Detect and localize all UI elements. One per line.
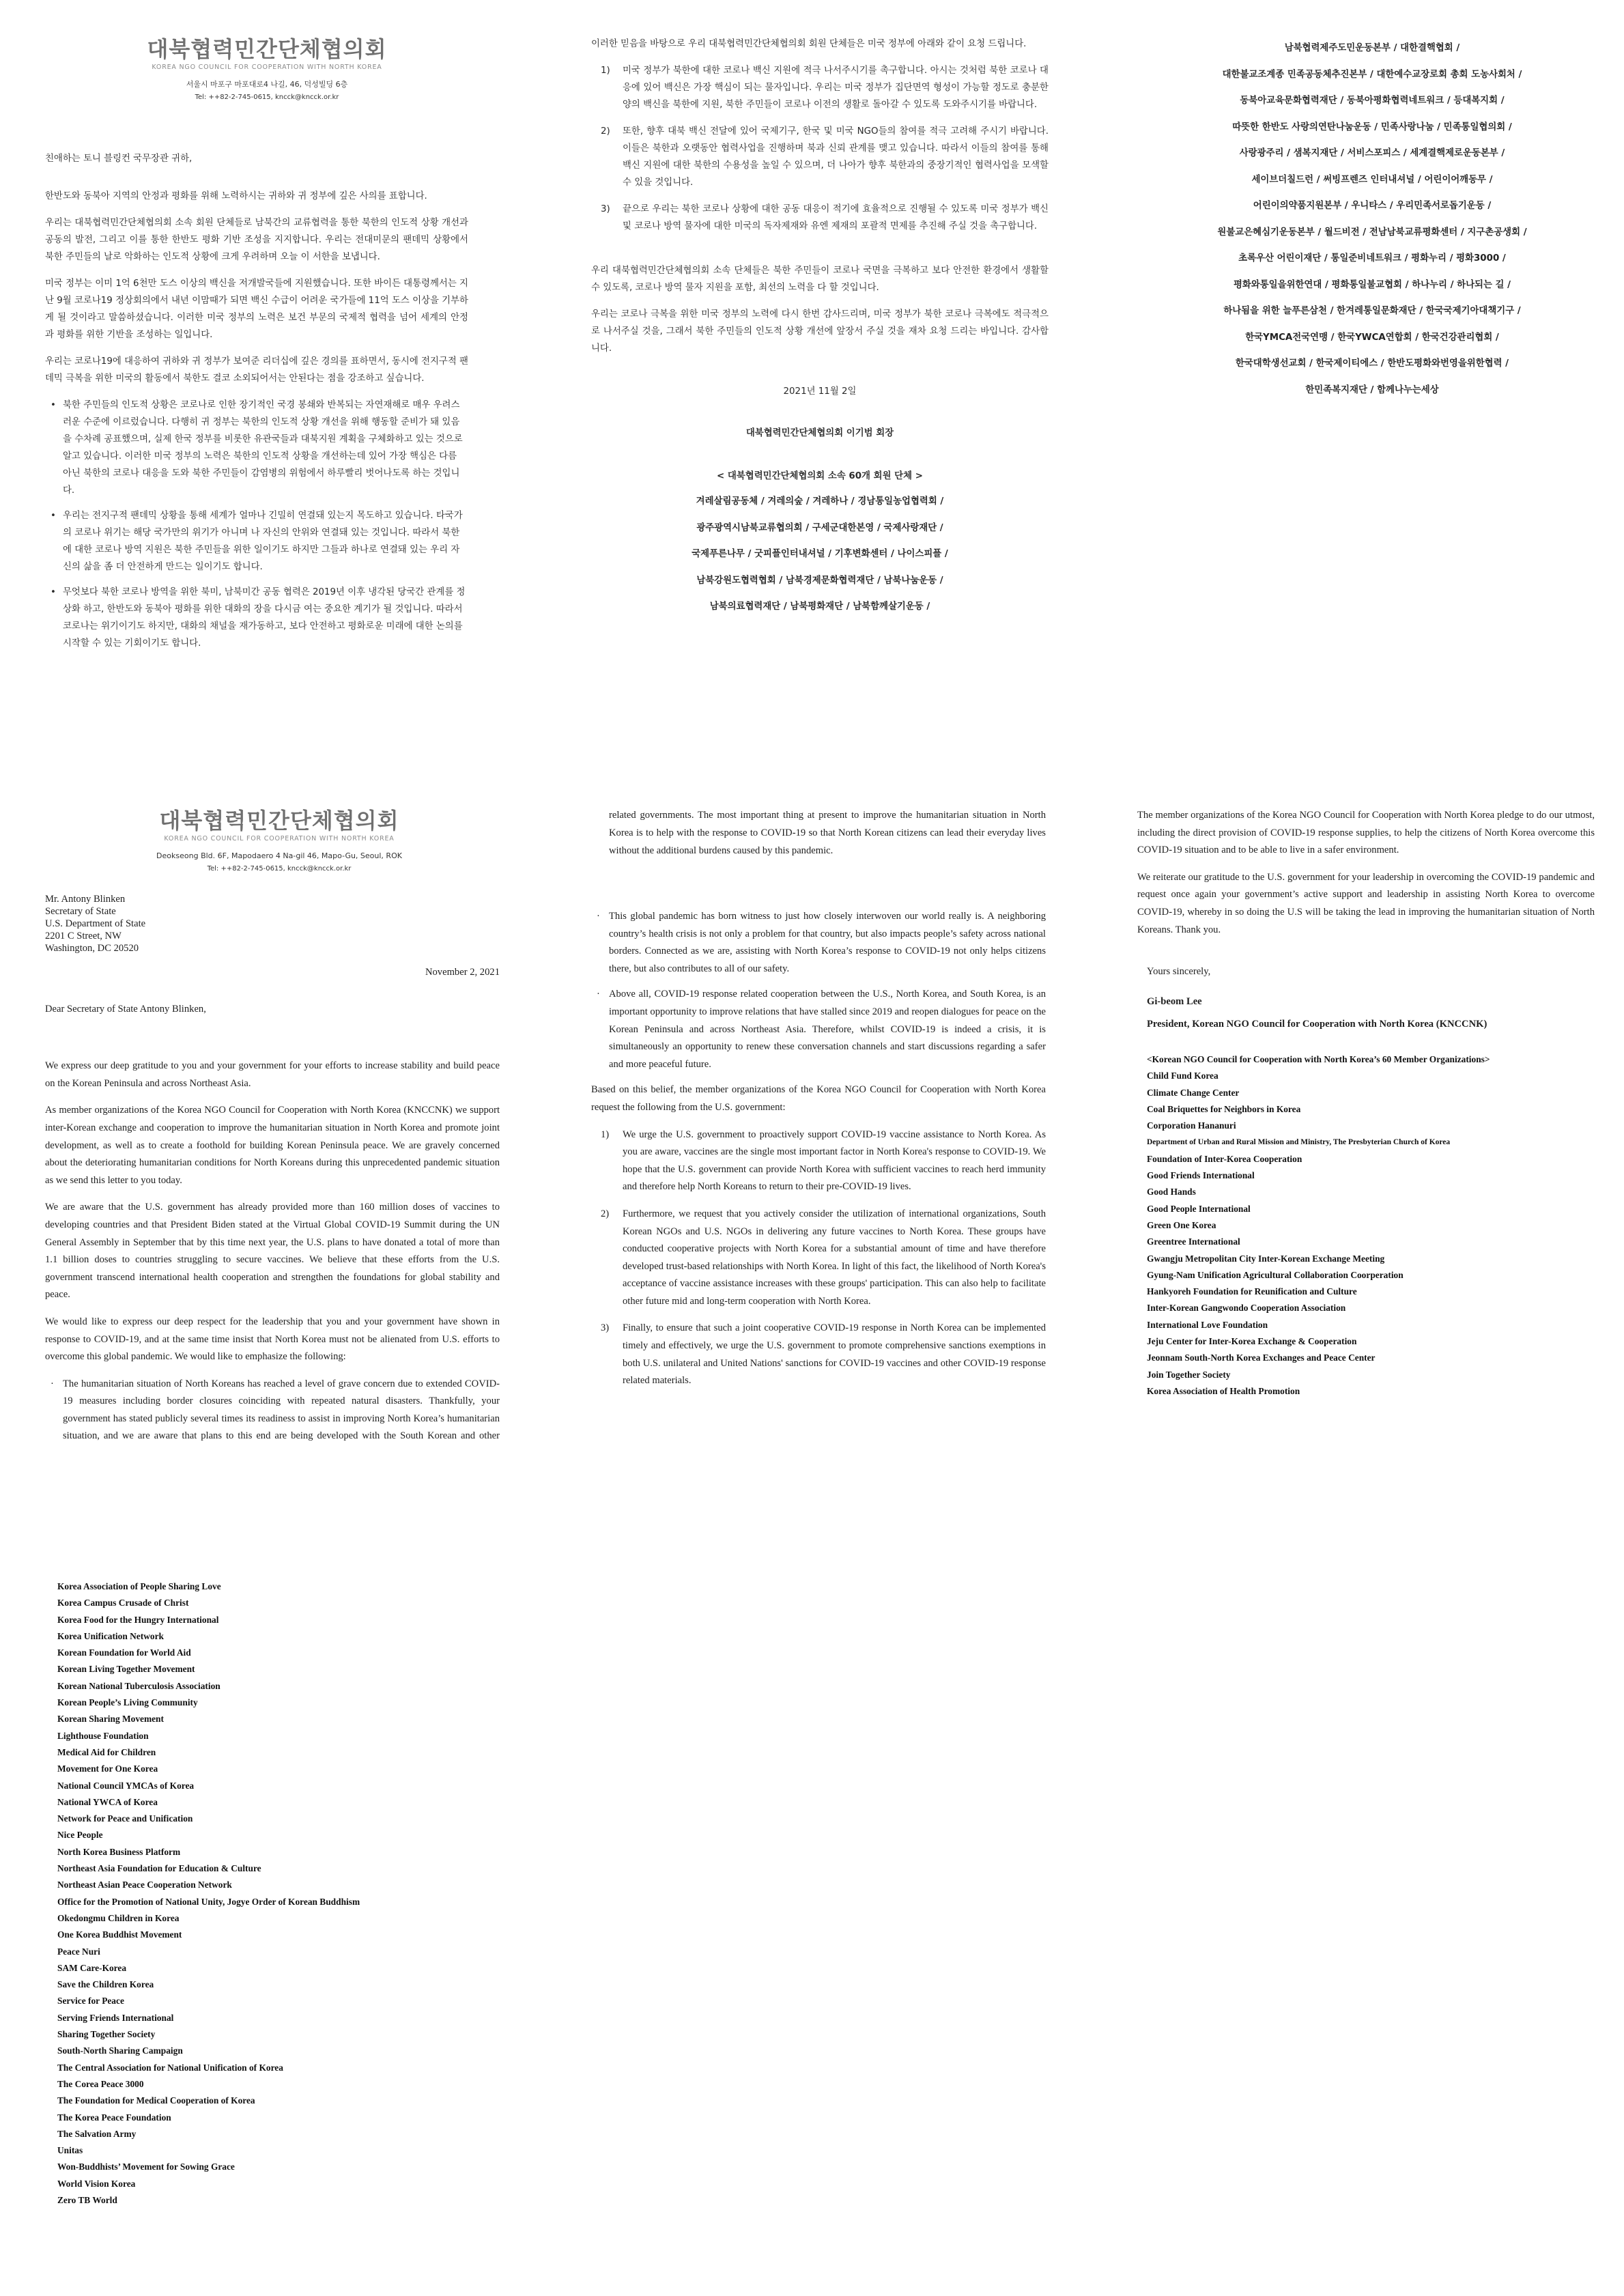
ko-page-3 xyxy=(1154,36,1591,403)
ko-member-line: 따뜻한 한반도 사랑의연탄나눔운동 / 민족사랑나눔 / 민족통일협의회 / xyxy=(1232,122,1512,132)
en-member-item: Okedongmu Children in Korea xyxy=(57,1912,180,1923)
ko-member-line: 평화와통일을위한연대 / 평화통일불교협회 / 하나누리 / 하나되는 길 / xyxy=(1233,279,1511,290)
ko-member-line: 남북협력제주도민운동본부 / 대한결핵협회 / xyxy=(1284,43,1460,53)
letterhead-address: Deokseong Bld. 6F, Mapodaero 4 Na-gil 46, Mapo-Gu, Seoul, ROK xyxy=(156,851,402,860)
en-member-item: South-North Sharing Campaign xyxy=(57,2045,183,2056)
en-sign-title: President, Korean NGO Council for Cooperation with North Korea (KNCCNK) xyxy=(1147,1019,1487,1030)
en-page-4 xyxy=(57,1578,672,2209)
en-member-item: Coal Briquettes for Neighbors in Korea xyxy=(1147,1103,1301,1114)
en-member-item: Save the Children Korea xyxy=(57,1979,154,1990)
en-member-item: Service for Peace xyxy=(57,1996,124,2007)
ko-member-line: 사랑광주리 / 샘복지재단 / 서비스포피스 / 세계결핵제로운동본부 / xyxy=(1239,148,1505,158)
ko-members-heading: < 대북협력민간단체협의회 소속 60개 회원 단체 > xyxy=(717,471,923,481)
en-member-item: The Central Association for National Unification of Korea xyxy=(57,2062,283,2073)
en-member-item: Korea Association of People Sharing Love xyxy=(57,1581,221,1591)
recipient-line: Mr. Antony Blinken xyxy=(45,894,126,905)
en-member-item: Jeju Center for Inter-Korea Exchange & Cooperation xyxy=(1147,1335,1357,1346)
en-member-item: Korea Campus Crusade of Christ xyxy=(57,1598,189,1608)
en-member-item: Northeast Asia Foundation for Education & Culture xyxy=(57,1863,261,1874)
en-paragraph: As member organizations of the Korea NGO Council for Cooperation with North Korea (KNCCNK) we support inter-Korean exchange and cooperation to improve the humanitarian situation in North Korea and promote joint development, as well as to create a foothold for building Korean Peninsula peace. We are gravely concerned about the deteriorating humanitarian conditions for North Koreans during this unprecedented pandemic situation as we send this letter to you today. xyxy=(45,1105,500,1186)
en-member-item: Won-Buddhists’ Movement for Sowing Grace xyxy=(57,2162,235,2172)
ko-member-line: 남북강원도협력협회 / 남북경제문화협력재단 / 남북나눔운동 / xyxy=(696,575,943,586)
en-paragraph: We express our deep gratitude to you and your government for your efforts to increase stability and build peace on the Korean Peninsula and across Northeast Asia. xyxy=(45,1060,500,1089)
en-bullet: · This global pandemic has born witness to just how closely interwoven our world really is. A neighboring country’s health crisis is not only a problem for that country, but also impacts people’s safety across national borders. Connected as we are, assisting with North Korea’s response to COVID-19 not only helps citizens there, but also contributes to all of our safety. xyxy=(597,911,1046,974)
recipient-line: 2201 C Street, NW xyxy=(45,931,122,941)
en-requests-intro: Based on this belief, the member organizations of the Korea NGO Council for Cooperation with North Korea request the following from the U.S. government: xyxy=(591,1084,1046,1113)
letterhead-tel: Tel: ++82-2-745-0615, kncck@kncck.or.kr xyxy=(207,865,352,873)
en-member-item: Green One Korea xyxy=(1147,1219,1216,1230)
en-member-item: Gwangju Metropolitan City Inter-Korean Exchange Meeting xyxy=(1147,1253,1385,1264)
ko-letterhead xyxy=(45,36,468,104)
en-member-item: Medical Aid for Children xyxy=(57,1746,156,1757)
en-sign-off: Yours sincerely, xyxy=(1147,966,1211,978)
ko-bullet: • 무엇보다 북한 코로나 방역을 위한 북미, 남북미간 공동 협력은 2019년 이후 냉각된 당국간 관계를 정상화 하고, 한반도와 동북아 평화를 위한 대화의 장을 다시금 여는 중요한 계기가 될 것입니다. 따라서 코로나는 위기이기도 하지만, 대화의 채널을 재가동하고, 보다 안전하고 평화로운 미래에 대한 논의를 시작할 수 있는 기회이기도 합니다. xyxy=(51,587,466,649)
en-member-item: Good Friends International xyxy=(1147,1170,1255,1181)
en-closing-paragraph: The member organizations of the Korea NGO Council for Cooperation with North Korea pledge to do our utmost, including the direct provision of COVID-19 response supplies, to help the citizens of North Korea overcome this COVID-19 situation and to be able to live in a safer environment. xyxy=(1137,810,1595,856)
ko-member-line: 원불교은혜심기운동본부 / 월드비전 / 전남남북교류평화센터 / 지구촌공생회 / xyxy=(1217,227,1527,238)
en-member-item: The Corea Peace 3000 xyxy=(57,2078,144,2089)
ko-closing-paragraph: 우리는 코로나 극복을 위한 미국 정부의 노력에 다시 한번 감사드리며, 미국 정부가 북한 코로나 극복에도 적극적으로 나서주실 것을, 그래서 북한 주민들의 인도적 상황 개선에 앞장서 주실 것을 재차 요청 드리는 바입니다. 감사합니다. xyxy=(591,309,1049,354)
en-member-item: Zero TB World xyxy=(57,2194,117,2205)
ko-request-item: 2) 또한, 향후 대북 백신 전달에 있어 국제기구, 한국 및 미국 NGO들의 참여를 적극 고려해 주시기 바랍니다. 이들은 북한과 오랫동안 협력사업을 진행하며 북과 신뢰 관계를 맺고 있습니다. 따라서 이들의 참여를 통해 백신 지원에 대한 북한의 수용성을 높일 수 있으며, 더 나아가 향후 북한과의 중장기적인 협력사업을 모색할 수 있을 것입니다. xyxy=(601,126,1049,188)
en-member-item: Korea Food for the Hungry International xyxy=(57,1614,219,1625)
en-letterhead xyxy=(45,807,500,875)
ko-member-list-b xyxy=(1154,36,1591,403)
en-member-item: Lighthouse Foundation xyxy=(57,1730,149,1741)
en-member-item: Child Fund Korea xyxy=(1147,1071,1219,1081)
en-bullet-continued-text: related governments. The most important thing at present to improve the humanitarian situation in North Korea is to help with the response to COVID-19 so that North Korean citizens can lead their everyday lives without the additional burdens caused by this pandemic. xyxy=(609,810,1046,856)
en-member-item: One Korea Buddhist Movement xyxy=(57,1929,182,1940)
en-member-item: Network for Peace and Unification xyxy=(57,1813,193,1824)
ko-paragraph: 우리는 코로나19에 대응하여 귀하와 귀 정부가 보여준 리더십에 깊은 경의를 표하면서, 동시에 전지구적 팬데믹 극복을 위한 미국의 활동에서 북한도 결코 소외되어서는 안된다는 점을 강조하고 싶습니다. xyxy=(45,356,468,384)
en-bullet: · Above all, COVID-19 response related cooperation between the U.S., North Korea, and South Korea, is an important opportunity to improve relations that have stalled since 2019 and reopen dialogues for peace on the Korean Peninsula and across Northeast Asia. Therefore, whilst COVID-19 is indeed a crisis, it is simultaneously an opportunity to renew these conversation channels and start discussions regarding a safer and more peaceful future. xyxy=(597,989,1046,1070)
ko-member-line: 광주광역시남북교류협의회 / 구세군대한본영 / 국제사랑재단 / xyxy=(696,522,943,533)
en-member-item: National YWCA of Korea xyxy=(57,1796,158,1807)
ko-requests-intro: 이러한 믿음을 바탕으로 우리 대북협력민간단체협의회 회원 단체들은 미국 정부에 아래와 같이 요청 드립니다. xyxy=(591,39,1027,49)
ko-signatory: 대북협력민간단체협의회 이기범 회장 xyxy=(745,428,894,438)
en-paragraph: We would like to express our deep respect for the leadership that you and your government have shown in response to COVID-19, and at the same time insist that North Korea must not be alienated from U.S. efforts to overcome this global pandemic. We would like to emphasize the following: xyxy=(45,1316,500,1363)
en-member-item: International Love Foundation xyxy=(1147,1319,1268,1330)
en-bullet: · The humanitarian situation of North Koreans has reached a level of grave concern due to extended COVID-19 measures including border closures coinciding with repeated natural disasters. Thankfully, your government has stated publicly several times its readiness to assist in improving North Korea’s humanitarian situation, and we are aware that plans to this end are being developed with the South Korean and other xyxy=(51,1378,500,1442)
en-member-item: SAM Care-Korea xyxy=(57,1962,127,1973)
en-member-item: Serving Friends International xyxy=(57,2012,174,2023)
ko-member-line: 겨레살림공동체 / 겨레의숲 / 겨레하나 / 경남통일농업협력회 / xyxy=(696,496,944,507)
en-member-item: Unitas xyxy=(57,2145,83,2156)
ko-member-line: 초록우산 어린이재단 / 통일준비네트워크 / 평화누리 / 평화3000 / xyxy=(1238,253,1506,264)
en-page-2 xyxy=(591,807,1046,1400)
ko-bullet: • 북한 주민들의 인도적 상황은 코로나로 인한 장기적인 국경 봉쇄와 반복되는 자연재해로 매우 우려스러운 수준에 이르렀습니다. 다행히 귀 정부는 북한의 인도적 상황 개선을 위해 행동할 준비가 돼 있음을 수차례 공표했으며, 실제 한국 정부를 비롯한 유관국들과 대북지원 계획을 구체화하고 있는 것으로 알고 있습니다. 이러한 미국 정부의 노력은 북한의 인도적 상황을 개선하는데 있어 가장 핵심은 다름 아닌 북한의 코로나 대응을 도와 북한 주민들이 감염병의 위험에서 하루빨리 벗어나도록 하는 것입니다. xyxy=(51,400,463,496)
en-member-item: Nice People xyxy=(57,1830,103,1841)
en-members-heading: <Korean NGO Council for Cooperation with North Korea’s 60 Member Organizations> xyxy=(1147,1053,1490,1064)
recipient-line: Washington, DC 20520 xyxy=(45,943,139,954)
en-member-item: Good People International xyxy=(1147,1203,1251,1214)
ko-request-item: 1) 미국 정부가 북한에 대한 코로나 백신 지원에 적극 나서주시기를 촉구합니다. 아시는 것처럼 북한 코로나 대응에 있어 백신은 가장 핵심이 되는 물자입니다. 우리는 미국 정부가 집단면역 형성이 가능할 정도로 충분한 양의 백신을 북한에 지원, 북한 주민들이 코로나 이전의 생활로 돌아갈 수 있도록 도와주시기를 바랍니다. xyxy=(601,66,1049,110)
en-member-item: Northeast Asian Peace Cooperation Network xyxy=(57,1880,232,1890)
en-member-item: World Vision Korea xyxy=(57,2178,136,2189)
en-member-item: Korean National Tuberculosis Association xyxy=(57,1680,220,1691)
ko-member-line: 동북아교육문화협력재단 / 동북아평화협력네트워크 / 등대복지회 / xyxy=(1240,96,1505,106)
en-closing-paragraph: We reiterate our gratitude to the U.S. government for your leadership in overcoming the COVID-19 pandemic and request once again your government’s active support and leadership in assisting North Korea to overcome COVID-19, whereby in so doing the U.S will be taking the lead in improving the humanitarian situation of North Koreans. Thank you. xyxy=(1137,871,1595,935)
ko-member-line: 한민족복지재단 / 함께나누는세상 xyxy=(1305,384,1439,395)
recipient-address xyxy=(45,893,500,954)
en-request-item: 1) We urge the U.S. government to proactively support COVID-19 vaccine assistance to North Korea. As you are aware, vaccines are the single most important factor in North Korea's response to COVID-19. We hope that the U.S. government can provide North Korea with sufficient vaccines to reach herd immunity and therefore help North Koreans to return to their pre-COVID-19 lives. xyxy=(601,1129,1046,1193)
en-member-item: Jeonnam South-North Korea Exchanges and Peace Center xyxy=(1147,1352,1376,1363)
ko-paragraph: 우리는 대북협력민간단체협의회 소속 회원 단체들로 남북간의 교류협력을 통한 북한의 인도적 상황 개선과 공동의 발전, 그리고 이를 통한 한반도 평화 기반 조성을 지지합니다. 우리는 전대미문의 팬데믹 상황에서 북한 주민들의 날로 악화하는 인도적 상황에 크게 우려하며 오늘 이 서한을 보냅니다. xyxy=(45,218,468,262)
en-page-1 xyxy=(45,807,500,1454)
letterhead-tel: Tel: ++82-2-745-0615, kncck@kncck.or.kr xyxy=(195,94,339,101)
letterhead-title: 대북협력민간단체협의회 xyxy=(147,36,387,62)
letterhead-address: 서울시 마포구 마포대로4 나길, 46, 덕성빌딩 6층 xyxy=(186,80,348,89)
en-member-item: Peace Nuri xyxy=(57,1946,100,1957)
en-member-item: Korean Sharing Movement xyxy=(57,1714,164,1725)
en-member-item: The Salvation Army xyxy=(57,2128,137,2139)
recipient-line: Secretary of State xyxy=(45,906,116,917)
en-member-item: Climate Change Center xyxy=(1147,1087,1240,1098)
ko-page-2 xyxy=(591,36,1049,621)
en-page-3 xyxy=(1137,807,1595,1400)
ko-request-item: 3) 끝으로 우리는 북한 코로나 상황에 대한 공동 대응이 적기에 효율적으로 진행될 수 있도록 미국 정부가 백신 및 코로나 방역 물자에 대한 미국의 독자제재와 유엔 제재의 포괄적 면제를 추진해 주실 것을 촉구합니다. xyxy=(601,204,1049,231)
ko-member-line: 세이브더칠드런 / 써빙프렌즈 인터내셔널 / 어린이어깨동무 / xyxy=(1251,174,1493,185)
en-member-item: Sharing Together Society xyxy=(57,2029,156,2040)
en-member-item: Movement for One Korea xyxy=(57,1763,158,1774)
letterhead-title: 대북협력민간단체협의회 xyxy=(159,808,399,834)
ko-salutation: 친애하는 토니 블링컨 국무장관 귀하, xyxy=(45,154,193,164)
ko-closing-paragraph: 우리 대북협력민간단체협의회 소속 단체들은 북한 주민들이 코로나 국면을 극복하고 보다 안전한 환경에서 생활할 수 있도록, 코로나 방역 물자 지원을 포함, 최선의 노력을 다 할 것입니다. xyxy=(591,266,1049,293)
en-member-item: Korea Unification Network xyxy=(57,1630,164,1641)
en-member-item: Inter-Korean Gangwondo Cooperation Association xyxy=(1147,1303,1346,1314)
en-member-item: Greentree International xyxy=(1147,1236,1240,1247)
en-salutation: Dear Secretary of State Antony Blinken, xyxy=(45,1003,206,1015)
en-sign-name: Gi-beom Lee xyxy=(1147,995,1202,1007)
en-member-item: Gyung-Nam Unification Agricultural Collaboration Coorperation xyxy=(1147,1269,1404,1280)
ko-member-line: 남북의료협력재단 / 남북평화재단 / 남북함께살기운동 / xyxy=(709,601,930,612)
en-paragraph: We are aware that the U.S. government has already provided more than 160 million doses of vaccines to developing countries and that President Biden stated at the Virtual Global COVID-19 Summit during the UN General Assembly in September that by this time next year, the U.S. plans to have donated a total of more than 1.1 billion doses to countries struggling to secure vaccines. We believe that these efforts from the U.S. government transcend international health cooperation and strengthen the foundations for global stability and peace. xyxy=(45,1202,500,1301)
en-member-item: Hankyoreh Foundation for Reunification and Culture xyxy=(1147,1286,1357,1297)
en-member-item: Korean Living Together Movement xyxy=(57,1664,195,1675)
en-member-item: Korea Association of Health Promotion xyxy=(1147,1385,1300,1396)
en-member-item: Good Hands xyxy=(1147,1187,1196,1197)
letterhead-subtitle: KOREA NGO COUNCIL FOR COOPERATION WITH NORTH KOREA xyxy=(164,835,395,842)
ko-member-line: 한국대학생선교회 / 한국제이티에스 / 한반도평화와번영을위한협력 / xyxy=(1235,358,1509,369)
en-member-item: Foundation of Inter-Korea Cooperation xyxy=(1147,1153,1302,1164)
en-request-item: 2) Furthermore, we request that you actively consider the utilization of international organizations, South Korean NGOs and U.S. NGOs in delivering any future vaccines to North Korea. These groups have conducted cooperative projects with North Korea for a substantial amount of time and have therefore developed trust-based relationships with North Korea. In light of this fact, the likelihood of North Korea's acceptance of vaccine assistance increases with these groups' participation. This can also help to facilitate other future mid and long-term cooperation with North Korea. xyxy=(601,1208,1046,1307)
en-member-item: Korean Foundation for World Aid xyxy=(57,1647,191,1658)
ko-member-line: 어린이의약품지원본부 / 우니타스 / 우리민족서로돕기운동 / xyxy=(1253,201,1492,211)
en-member-item: Join Together Society xyxy=(1147,1369,1231,1380)
ko-member-line: 국제푸른나무 / 굿피플인터내셔널 / 기후변화센터 / 나이스피플 / xyxy=(692,549,948,559)
en-member-list-a xyxy=(1137,1051,1595,1400)
en-member-item: Corporation Hananuri xyxy=(1147,1120,1236,1131)
ko-member-list-a xyxy=(591,489,1049,621)
ko-date: 2021년 11월 2일 xyxy=(783,386,857,397)
ko-member-line: 한국YMCA전국연맹 / 한국YWCA연합회 / 한국건강관리협회 / xyxy=(1245,332,1499,343)
en-member-item: North Korea Business Platform xyxy=(57,1846,181,1857)
en-member-item: Korean People’s Living Community xyxy=(57,1697,198,1708)
en-date: November 2, 2021 xyxy=(425,967,500,978)
en-member-item: The Foundation for Medical Cooperation of Korea xyxy=(57,2095,255,2106)
ko-page-1 xyxy=(45,36,468,660)
en-request-item: 3) Finally, to ensure that such a joint cooperative COVID-19 response in North Korea can be implemented timely and effectively, we urge the U.S. government to promote comprehensive sanctions exemptions in both U.S. unilateral and United Nations' sanctions for COVID-19 vaccines and other COVID-19 response related materials. xyxy=(601,1322,1046,1387)
recipient-line: U.S. Department of State xyxy=(45,918,146,929)
en-member-item: Department of Urban and Rural Mission and Ministry, The Presbyterian Church of Korea xyxy=(1147,1138,1451,1147)
ko-member-line: 대한불교조계종 민족공동체추진본부 / 대한예수교장로회 총회 도농사회처 / xyxy=(1222,69,1522,80)
letterhead-subtitle: KOREA NGO COUNCIL FOR COOPERATION WITH NORTH KOREA xyxy=(152,63,382,71)
ko-paragraph: 미국 정부는 이미 1억 6천만 도스 이상의 백신을 저개발국들에 지원했습니다. 또한 바이든 대통령께서는 지난 9월 코로나19 정상회의에서 내년 이맘때가 되면 백신 수급이 어려운 국가들에 11억 도스 이상을 기부하게 될 것이라고 말씀하셨습니다. 이러한 미국 정부의 노력은 보건 부문의 국제적 협력을 넘어 세계의 안정과 평화를 위한 기반을 조성하는 일입니다. xyxy=(45,279,468,340)
en-member-item: Office for the Promotion of National Unity, Jogye Order of Korean Buddhism xyxy=(57,1896,360,1907)
ko-bullet: • 우리는 전지구적 팬데믹 상황을 통해 세계가 얼마나 긴밀히 연결돼 있는지 목도하고 있습니다. 타국가의 코로나 위기는 해당 국가만의 위기가 아니며 나 자신의 안위와 연결돼 있는 것입니다. 따라서 북한에 대한 코로나 방역 지원은 북한 주민들을 위한 일이기도 하지만 그들과 하나로 연결돼 있는 우리 자신의 삶을 좀 더 안전하게 만드는 일이기도 합니다. xyxy=(51,511,463,572)
ko-member-line: 하나됨을 위한 늘푸른삼천 / 한겨레통일문화재단 / 한국국제기아대책기구 / xyxy=(1223,306,1521,316)
en-member-item: National Council YMCAs of Korea xyxy=(57,1780,195,1791)
ko-paragraph: 한반도와 동북아 지역의 안정과 평화를 위해 노력하시는 귀하와 귀 정부에 깊은 사의를 표합니다. xyxy=(45,191,427,201)
en-bullet-continued xyxy=(591,807,1046,901)
en-member-item: The Korea Peace Foundation xyxy=(57,2112,171,2123)
